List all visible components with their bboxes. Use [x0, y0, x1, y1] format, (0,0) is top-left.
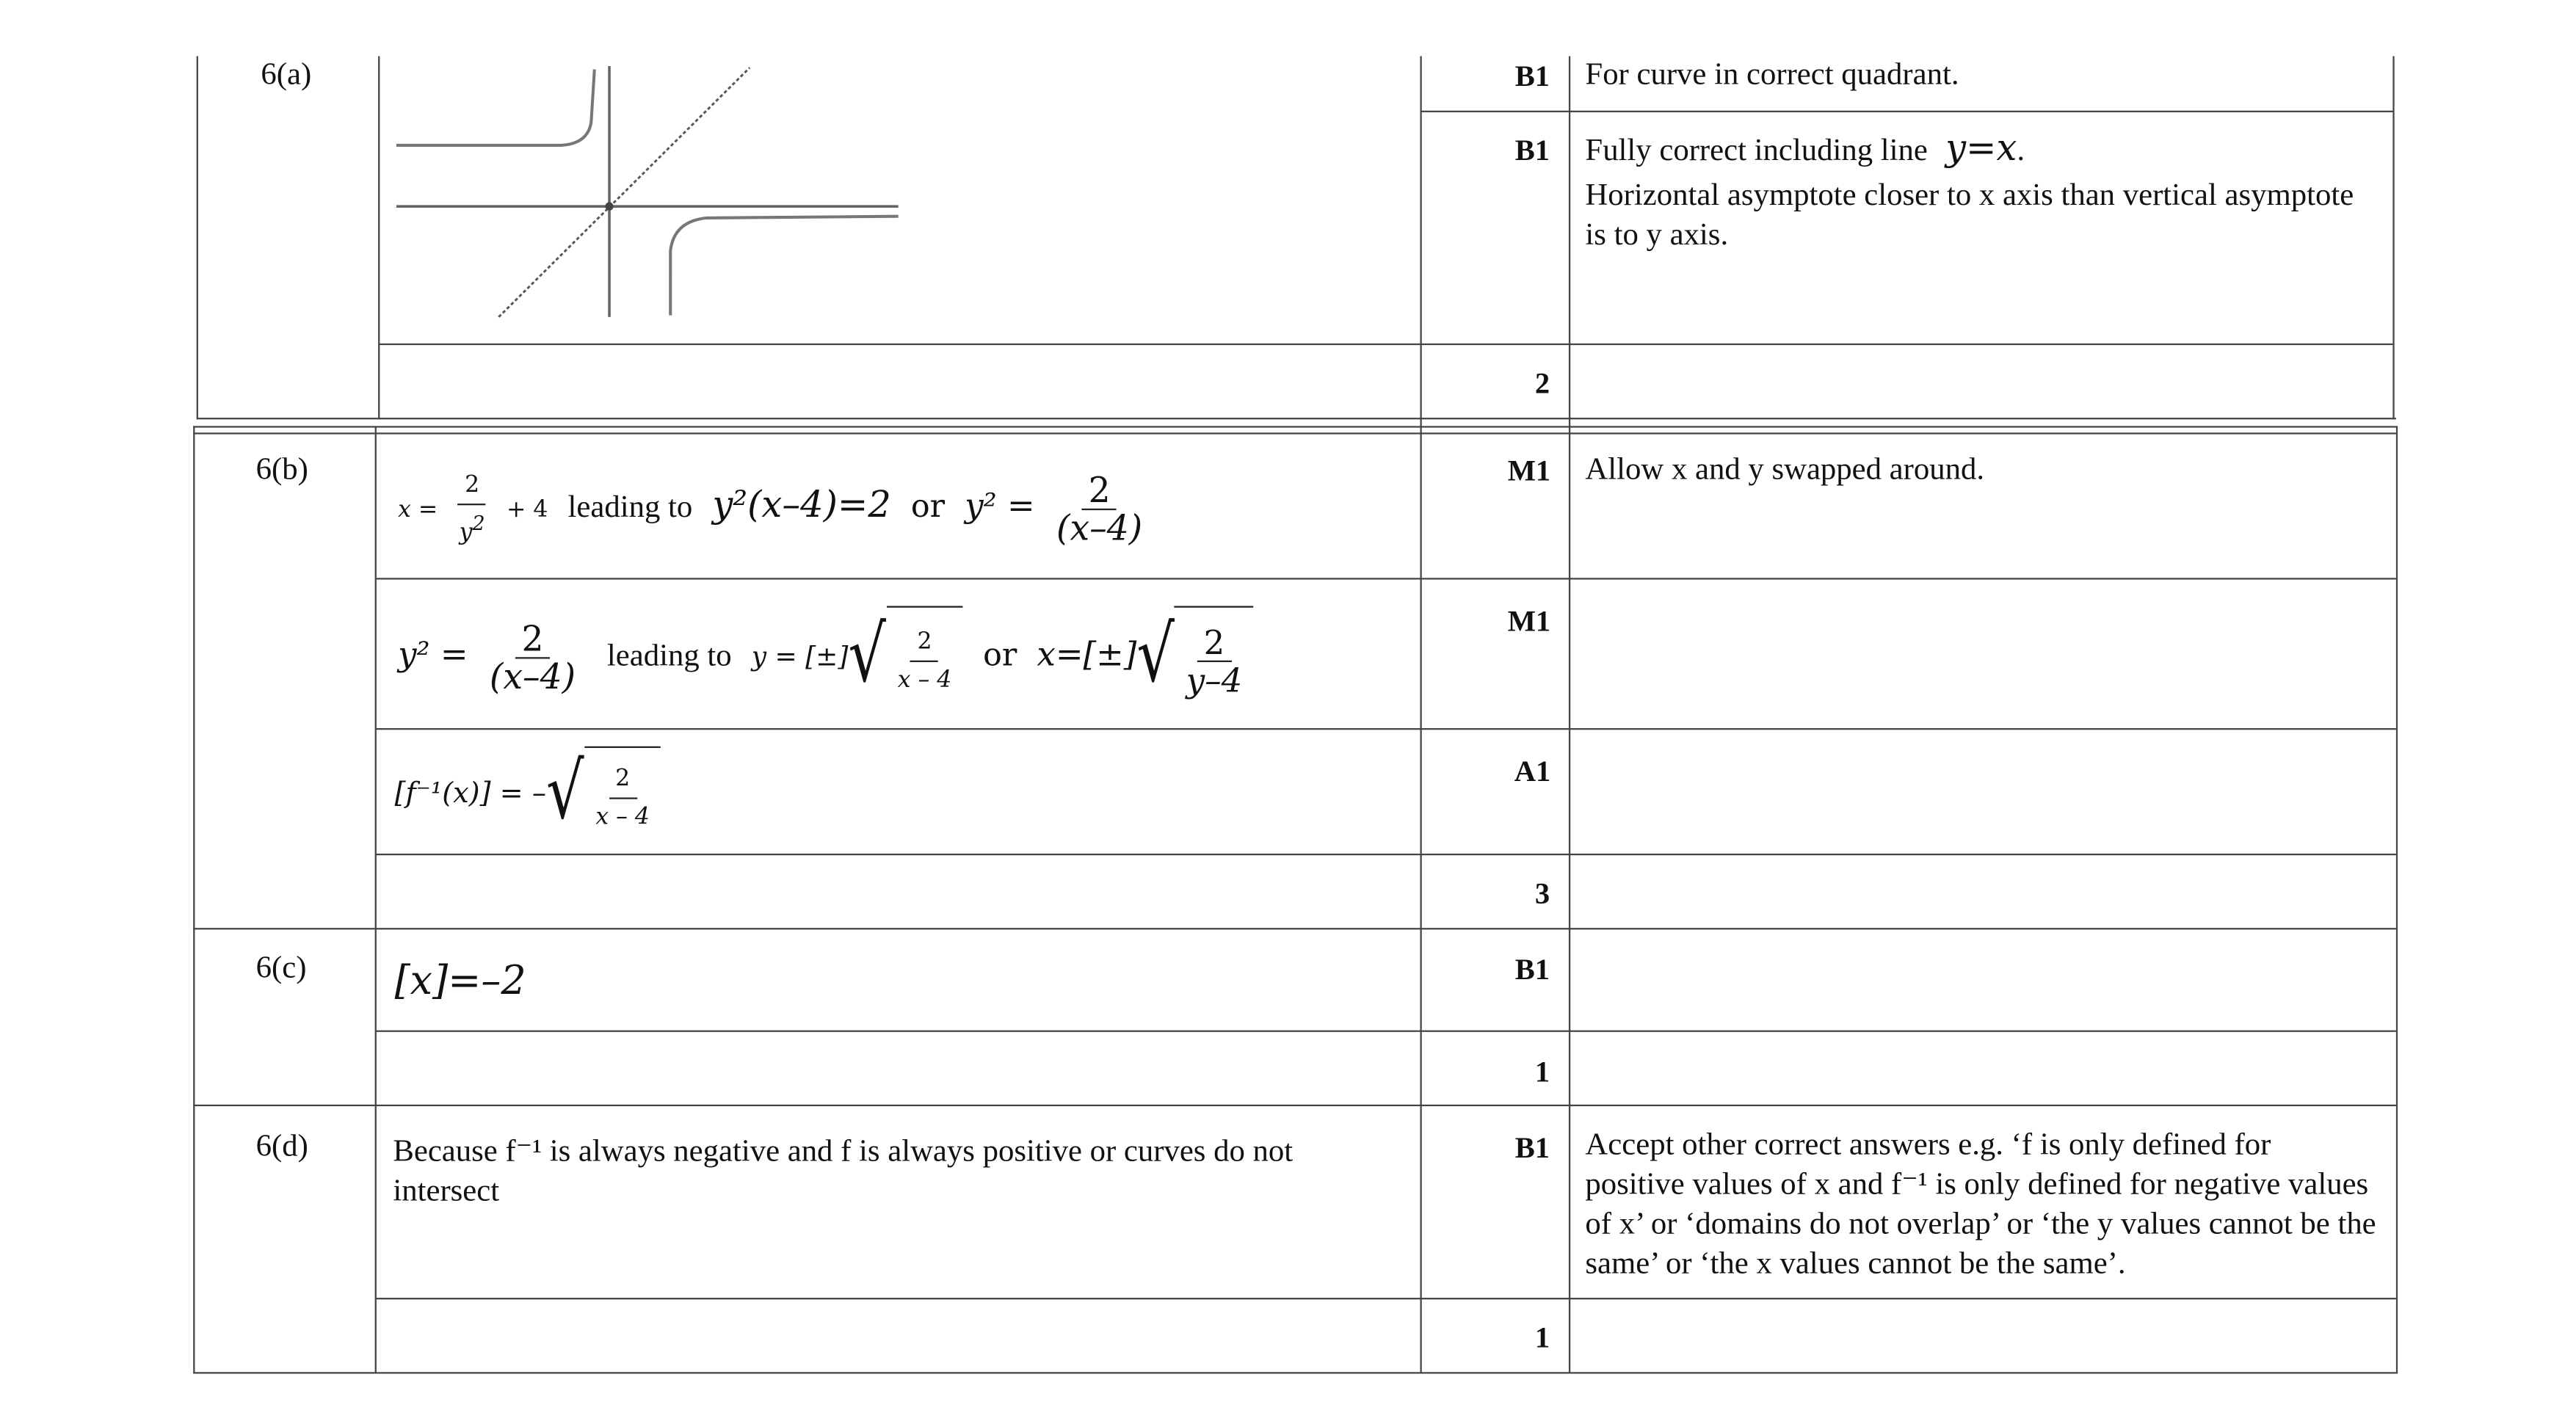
step2-x-sqrt: √ $\frac{2}{y-4}$ [1136, 606, 1254, 708]
row-line [197, 418, 2396, 419]
total-6c: 1 [1534, 1055, 1550, 1089]
step2-y-num: 2 [911, 625, 939, 661]
answer-6d: Because f⁻¹ is always negative and f is always positive or curves do not intersect [393, 1134, 1294, 1209]
row-line [375, 1298, 2396, 1299]
mark-6a-2: B1 [1514, 134, 1550, 167]
step2-leading: leading to [606, 639, 732, 674]
step2-x-num: 2 [1197, 625, 1232, 661]
step1-tail: + 4 [506, 497, 548, 524]
step2-lhs-frac [483, 618, 582, 697]
step1-frac-den-exp: 2 [472, 511, 485, 535]
border-left-6a [197, 56, 198, 419]
step1-frac-den: y [459, 519, 473, 546]
mark-6c: B1 [1514, 952, 1550, 986]
row-line [1420, 111, 2392, 112]
step2-y-sqrt: √ $\frac{2}{x - 4}$ [848, 606, 963, 708]
step1-leading: leading to [567, 490, 693, 526]
step1-or: or [910, 488, 946, 526]
step3-lhs: [f⁻¹(x)] = – [394, 777, 546, 811]
step1-rhs-den: (x–4) [1056, 507, 1143, 548]
border-right-6a [2392, 56, 2394, 419]
line-y-equals-x [498, 68, 750, 317]
step2-x-eq: x=[±] [1037, 633, 1137, 674]
step1-rhs-frac [1050, 469, 1149, 548]
row-line [375, 578, 2396, 579]
origin-point [605, 203, 613, 211]
curve-branch-upper [396, 69, 595, 145]
border-col1 [375, 426, 377, 1373]
row-line [375, 1031, 2396, 1032]
row-line [193, 1372, 2396, 1373]
step2-x-den: y–4 [1186, 659, 1243, 700]
sketch-graph [383, 59, 912, 324]
total-6a: 2 [1534, 366, 1550, 400]
row-line [193, 1105, 2396, 1106]
step2-lhs-num: 2 [515, 622, 550, 658]
step1-lhs: x = [398, 497, 438, 524]
mark-6a-1: B1 [1514, 59, 1550, 92]
mark-6d: B1 [1514, 1130, 1550, 1164]
step1-frac-num: 2 [458, 468, 486, 504]
row-line [375, 728, 2396, 730]
total-6d: 1 [1534, 1321, 1550, 1354]
guidance-6a-1: For curve in correct quadrant. [1585, 57, 1959, 92]
border-left [193, 426, 195, 1373]
total-6b: 3 [1534, 876, 1550, 910]
border-col3 [1569, 56, 1570, 1373]
row-line [378, 344, 2392, 345]
border-right [2396, 426, 2398, 1373]
border-col2 [1420, 56, 1421, 1373]
guidance-6a-2-math: y=x [1945, 128, 2017, 170]
answer-6b-step1 [398, 456, 1154, 560]
guidance-6a-2-text: Fully correct including line [1585, 134, 1928, 169]
guidance-6b: Allow x and y swapped around. [1585, 452, 1985, 487]
mark-6b-2: M1 [1507, 604, 1551, 638]
row-line [375, 854, 2396, 855]
mark-6b-1: M1 [1507, 454, 1551, 487]
step2-lhs: y² = [398, 633, 468, 674]
guidance-6d: Accept other correct answers e.g. ‘f is only defined for positive values of x and f⁻¹ is only defined for negative values of x’ or ‘domains do not overlap’ or ‘the y values cannot be the same’ or ‘the x values cannot be the same’. [1585, 1127, 2376, 1282]
step2-lhs-den: (x–4) [489, 656, 576, 697]
step1-y2: y² = [965, 485, 1035, 526]
step2-y-eq: y = [±] [751, 640, 849, 672]
guidance-6a-2: Fully correct including line y=x. [1585, 128, 2025, 170]
step2-or: or [983, 637, 1017, 674]
question-label-6b: 6(b) [255, 452, 308, 487]
question-label-6c: 6(c) [255, 951, 307, 986]
guidance-6a-3: Horizontal asymptote closer to x axis than vertical asymptote is to y axis. [1585, 178, 2354, 253]
answer-6b-step3 [395, 746, 661, 842]
step3-den: x – 4 [595, 803, 650, 830]
step1-frac [453, 468, 492, 548]
step2-y-den: x – 4 [897, 666, 952, 693]
mark-6b-3: A1 [1514, 754, 1551, 788]
answer-6c: [x]=–2 [394, 957, 526, 1004]
row-line [193, 928, 2396, 929]
step1-expr: y²(x–4)=2 [712, 485, 891, 527]
step3-num: 2 [609, 762, 636, 798]
answer-6b-step2 [398, 604, 1254, 708]
question-label-6a: 6(a) [261, 57, 312, 92]
row-line [193, 432, 2396, 434]
question-label-6d: 6(d) [255, 1129, 308, 1164]
row-line [193, 426, 2396, 427]
curve-branch-lower [670, 217, 898, 316]
step3-sqrt: √ $\frac{2}{x - 4}$ [546, 746, 661, 842]
step1-rhs-num: 2 [1082, 473, 1117, 509]
border-col1-6a [378, 56, 380, 419]
